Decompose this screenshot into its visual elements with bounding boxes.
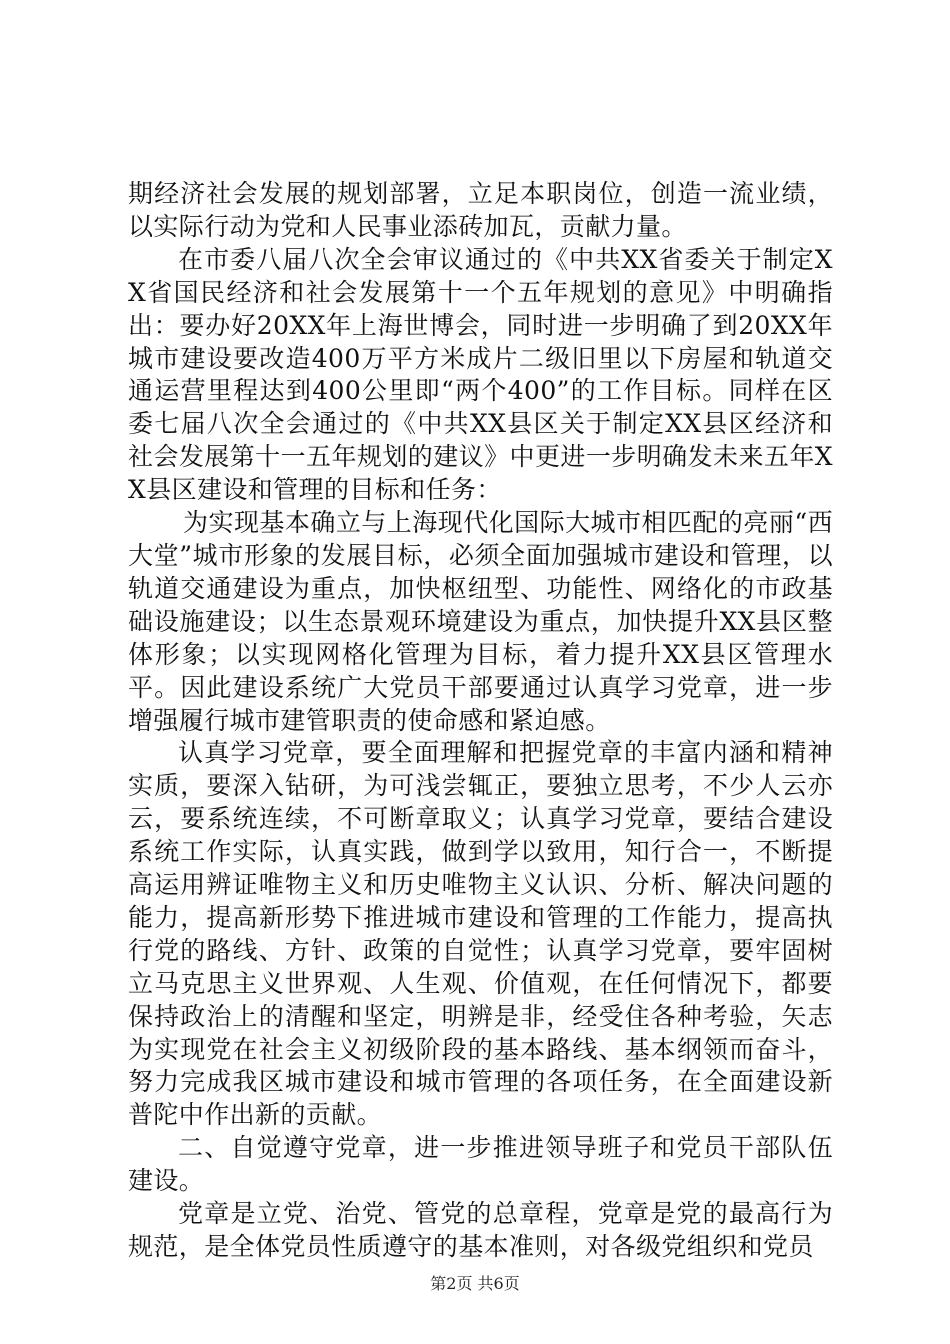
paragraph-continuation: 期经济社会发展的规划部署，立足本职岗位，创造一流业绩，以实际行动为党和人民事业添砖加瓦，贡献力量。 [128,179,833,241]
section-heading-observe-charter: 二、自觉遵守党章，进一步推进领导班子和党员干部队伍建设。 [128,1133,833,1196]
document-body [128,178,833,1264]
paragraph-study-charter: 认真学习党章，要全面理解和把握党章的丰富内涵和精神实质，要深入钻研，为可浅尝辄正，要独立思考，不少人云亦云，要系统连续，不可断章取义；认真学习党章，要结合建设系统工作实际，认真实践，做到学以致用，知行合一，不断提高运用辨证唯物主义和历史唯物主义认识、分析、解决问题的能力，提高新形势下推进城市建设和管理的工作能力，提高执行党的路线、方针、政策的自觉性；认真学习党章，要牢固树立马克思主义世界观、人生观、价值观，在任何情况下，都要保持政治上的清醒和坚定，明辨是非，经受住各种考验，矢志为实现党在社会主义初级阶段的基本路线、基本纲领而奋斗，努力完成我区城市建设和城市管理的各项任务，在全面建设新普陀中作出新的贡献。 [128,738,833,1130]
paragraph-charter-rules: 党章是立党、治党、管党的总章程，党章是党的最高行为规范，是全体党员性质遵守的基本准则，对各级党组织和党员 [128,1199,833,1261]
paragraph-city-image: 为实现基本确立与上海现代化国际大城市相匹配的亮丽“西大堂”城市形象的发展目标，必须全面加强城市建设和管理，以轨道交通建设为重点，加快枢纽型、功能性、网络化的市政基础设施建设；以生态景观环境建设为重点，加快提升XX县区整体形象；以实现网格化管理为目标，着力提升XX县区管理水平。因此建设系统广大党员干部要通过认真学习党章，进一步增强履行城市建管职责的使命感和紧迫感。 [128,508,833,735]
page-footer: 第2页 共6页 [430,1274,520,1293]
paragraph-plan-goals: 在市委八届八次全会审议通过的《中共XX省委关于制定XX省国民经济和社会发展第十一个五年规划的意见》中明确指出：要办好20XX年上海世博会，同时进一步明确了到20XX年城市建设要改造400万平方米成片二级旧里以下房屋和轨道交通运营里程达到400公里即“两个400”的工作目标。同样在区委七届八次全会通过的《中共XX县区关于制定XX县区经济和社会发展第十一五年规划的建议》中更进一步明确发未来五年XX县区建设和管理的目标和任务： [128,244,833,505]
